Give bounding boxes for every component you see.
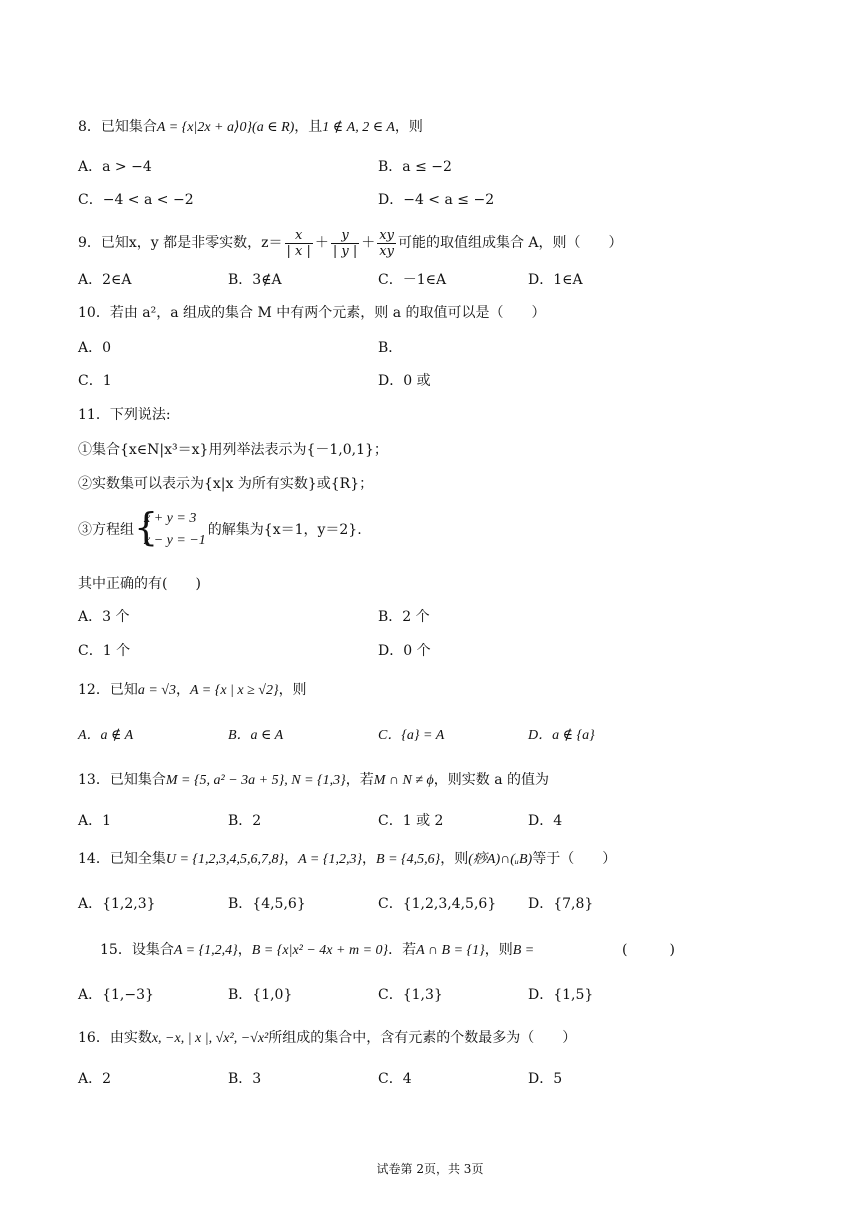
question-9-option-d[interactable]: D．1∈A [528, 272, 583, 288]
question-14-stem: 14．已知全集U = {1,2,3,4,5,6,7,8}，A = {1,2,3}，B = {4,5,6}，则(痧A)∩(ᵤB)等于（ ） [78, 851, 617, 867]
question-13-option-a[interactable]: A．1 [78, 813, 112, 829]
question-9-stem: 9．已知x，y 都是非零实数，z＝ $\frac{x}{| x |}$ ＋ $\frac{y}{| y |}$ ＋ $\frac{xy}{xy}$ 可能的取值组成集合 A，则（ ） [78, 227, 623, 259]
question-15-stem: 15．设集合A = {1,2,4}，B = {x|x² − 4x + m = 0}．若A ∩ B = {1}，则B = [100, 942, 535, 958]
question-10-option-d[interactable]: D．0 或 [378, 373, 431, 389]
question-9-option-b[interactable]: B．3∉A [228, 272, 282, 288]
question-16-option-a[interactable]: A．2 [78, 1071, 112, 1087]
question-12-option-a[interactable]: A．a ∉ A [78, 728, 134, 743]
question-8-option-b[interactable]: B．a ≤ −2 [378, 159, 452, 175]
question-10-option-c[interactable]: C．1 [78, 373, 112, 389]
question-14-option-a[interactable]: A．{1,2,3} [78, 896, 156, 912]
question-11-statement-1: ①集合{x∈N|x³＝x}用列举法表示为{－1,0,1}； [78, 442, 388, 458]
equation-system: { x + y = 3 x − y = −1 [134, 505, 206, 549]
question-13-option-d[interactable]: D．4 [528, 813, 563, 829]
question-16-option-d[interactable]: D．5 [528, 1071, 563, 1087]
question-11-option-c[interactable]: C．1 个 [78, 643, 131, 659]
question-9-option-c[interactable]: C．－1∈A [378, 272, 447, 288]
question-14-option-c[interactable]: C．{1,2,3,4,5,6} [378, 896, 497, 912]
question-16-option-b[interactable]: B．3 [228, 1071, 262, 1087]
question-14-option-d[interactable]: D．{7,8} [528, 896, 594, 912]
question-10-option-a[interactable]: A．0 [78, 340, 112, 356]
question-15-option-d[interactable]: D．{1,5} [528, 987, 594, 1003]
question-15-option-a[interactable]: A．{1,−3} [78, 987, 154, 1003]
question-8-option-d[interactable]: D．−4 < a ≤ −2 [378, 192, 495, 208]
question-14-option-b[interactable]: B．{4,5,6} [228, 896, 306, 912]
question-11-statement-3: ③方程组 { x + y = 3 x − y = −1 的解集为{x＝1，y＝2}. [78, 508, 362, 552]
question-12-option-b[interactable]: B．a ∈ A [228, 728, 284, 743]
question-10-option-b[interactable]: B． [378, 340, 403, 356]
question-9-option-a[interactable]: A．2∈A [78, 272, 132, 288]
question-8-option-c[interactable]: C．−4 < a < −2 [78, 192, 194, 208]
question-8-option-a[interactable]: A．a > −4 [78, 159, 152, 175]
question-11-statement-2: ②实数集可以表示为{x|x 为所有实数}或{R}； [78, 476, 374, 492]
question-12-option-c[interactable]: C．{a} = A [378, 728, 445, 743]
question-16-stem: 16．由实数x, −x, | x |, √x², −√x²所组成的集合中，含有元素的个数最多为（ ） [78, 1030, 577, 1046]
question-13-option-c[interactable]: C．1 或 2 [378, 813, 444, 829]
question-10-stem: 10．若由 a²，a 组成的集合 M 中有两个元素，则 a 的取值可以是（ ） [78, 305, 546, 321]
question-13-stem: 13．已知集合M = {5, a² − 3a + 5}, N = {1,3}，若M ∩ N ≠ ϕ，则实数 a 的值为 [78, 772, 550, 788]
left-brace-icon: { [134, 505, 159, 549]
question-15-option-c[interactable]: C．{1,3} [378, 987, 443, 1003]
question-11-option-a[interactable]: A．3 个 [78, 609, 130, 625]
question-8-stem: 8．已知集合A = {x|2x + a⟩0}(a ∈ R)，且1 ∉ A, 2 ∈ A，则 [78, 119, 423, 135]
question-16-option-c[interactable]: C．4 [378, 1071, 412, 1087]
question-11-stem: 11．下列说法: [78, 407, 171, 423]
question-11-option-d[interactable]: D．0 个 [378, 643, 431, 659]
page-footer: 试卷第 2页，共 3页 [376, 1162, 484, 1176]
question-15-answer-paren: ( ) [622, 942, 675, 958]
fraction-xy-over-xy: $\frac{xy}{xy}$ [379, 227, 394, 259]
fraction-x-over-abs-x: $\frac{x}{| x |}$ [286, 227, 311, 259]
fraction-y-over-abs-y: $\frac{y}{| y |}$ [332, 227, 358, 259]
question-12-stem: 12．已知a = √3，A = {x | x ≥ √2}，则 [78, 682, 307, 698]
question-12-option-d[interactable]: D．a ∉ {a} [528, 728, 595, 743]
question-13-option-b[interactable]: B．2 [228, 813, 262, 829]
question-15-option-b[interactable]: B．{1,0} [228, 987, 293, 1003]
question-11-option-b[interactable]: B．2 个 [378, 609, 430, 625]
question-11-ask: 其中正确的有( ) [78, 576, 201, 592]
